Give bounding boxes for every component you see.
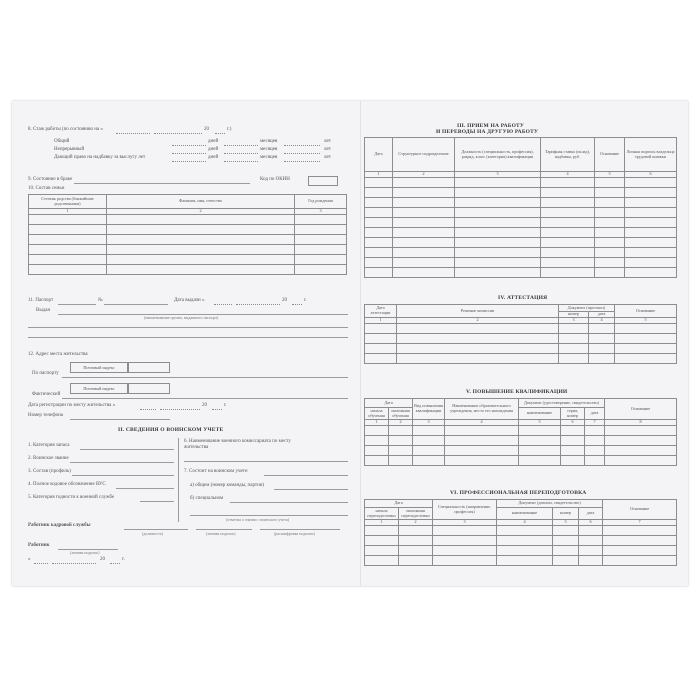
attestation-sub-number: номер xyxy=(559,312,589,318)
passport-extra-line-1 xyxy=(28,327,348,328)
stazh-label: 8. Стаж работы (по состоянию на « xyxy=(28,127,103,132)
table-row[interactable] xyxy=(365,353,677,363)
qualification-header-date: Дата xyxy=(365,399,413,408)
hiring-header-rate: Тарифная ставка (оклад), надбавка, руб. xyxy=(541,138,595,172)
table-row[interactable] xyxy=(365,207,677,217)
unit-years-2: лет xyxy=(324,147,331,152)
personal-card-spread xyxy=(12,101,688,586)
passport-label: 11. Паспорт xyxy=(28,298,54,303)
table-row[interactable] xyxy=(365,535,677,545)
stazh-days-3 xyxy=(172,161,206,162)
retraining-title: VI. ПРОФЕССИОНАЛЬНАЯ ПЕРЕПОДГОТОВКА xyxy=(450,490,587,496)
attestation-col-num: 3 xyxy=(559,318,589,324)
retraining-col-num: 4 xyxy=(497,520,553,526)
qualification-table xyxy=(364,398,677,466)
passport-year-line xyxy=(292,304,302,305)
qualification-col-num: 1 xyxy=(365,420,389,426)
passport-year-mark: 20 xyxy=(282,298,287,303)
table-row[interactable] xyxy=(365,177,677,187)
military-line-6 xyxy=(184,461,348,462)
table-row[interactable] xyxy=(29,244,347,254)
unit-days-1: дней xyxy=(208,139,219,144)
address-phone: Номер телефона xyxy=(28,413,63,418)
stazh-years-3 xyxy=(284,161,320,162)
retraining-table xyxy=(364,499,677,566)
qualification-sub-name: наименование xyxy=(519,408,561,420)
retraining-sub-start: начала переподготовки xyxy=(365,508,399,520)
retraining-header-document: Документ (диплом, свидетельство) xyxy=(497,500,603,508)
retraining-sub-date: дата xyxy=(579,508,603,520)
passport-no: № xyxy=(98,298,103,303)
table-row[interactable] xyxy=(365,445,677,455)
stazh-days-2 xyxy=(172,153,206,154)
attestation-col-num: 2 xyxy=(397,318,559,324)
worker-day-line xyxy=(34,563,48,564)
hr-name-line xyxy=(260,529,340,530)
unit-days-3: дней xyxy=(208,155,219,160)
military-line-5 xyxy=(140,501,174,502)
postcode-label-1: Почтовый индекс xyxy=(83,365,115,370)
attestation-sub-date: дата xyxy=(589,312,615,318)
marriage-label: 9. Состояние в браке xyxy=(28,177,73,182)
hiring-title-1: III. ПРИЕМ НА РАБОТУ xyxy=(457,123,525,129)
unit-years-3: лет xyxy=(324,155,331,160)
reg-year-end: г. xyxy=(224,403,227,408)
stazh-row-seniority: Дающий право на надбавку за выслугу лет xyxy=(54,155,146,160)
worker-year-line xyxy=(110,563,120,564)
hr-hint-name: (расшифровка подписи) xyxy=(274,531,315,536)
worker-label: Работник xyxy=(28,543,50,548)
unit-days-2: дней xyxy=(208,147,219,152)
stazh-row-total: Общий xyxy=(54,139,70,144)
postcode-box-1[interactable] xyxy=(70,362,128,373)
qualification-sub-start: начала обучения xyxy=(365,408,389,420)
qualification-header-document: Документ (удостоверение, свидетельство) xyxy=(519,399,605,408)
passport-day-line xyxy=(214,304,232,305)
qualification-col-num: 7 xyxy=(585,420,605,426)
table-row[interactable] xyxy=(365,455,677,465)
unit-years-1: лет xyxy=(324,139,331,144)
worker-month-line xyxy=(52,563,96,564)
stazh-month-line xyxy=(154,133,202,134)
military-item-7: 7. Состоит на воинском учете: xyxy=(184,469,249,474)
family-col-num: 2 xyxy=(107,209,295,215)
stazh-year-line xyxy=(215,133,225,134)
hiring-col-num: 1 xyxy=(365,172,393,178)
table-row[interactable] xyxy=(365,257,677,267)
retraining-col-num: 5 xyxy=(553,520,579,526)
retraining-col-num: 6 xyxy=(579,520,603,526)
hiring-header-basis: Основание xyxy=(595,138,625,172)
qualification-col-num: 4 xyxy=(445,420,519,426)
attestation-table xyxy=(364,304,677,364)
stazh-days-1 xyxy=(172,145,206,146)
family-col-num: 3 xyxy=(295,209,347,215)
stazh-row-continuous: Непрерывный xyxy=(54,147,85,152)
hr-hint-position: (должность) xyxy=(142,531,163,536)
passport-number-line xyxy=(104,304,168,305)
hiring-title-2: И ПЕРЕВОДЫ НА ДРУГУЮ РАБОТУ xyxy=(436,129,539,135)
attestation-header-document: Документ (протокол) xyxy=(559,305,615,312)
retraining-col-num: 1 xyxy=(365,520,399,526)
stazh-years-1 xyxy=(284,145,320,146)
military-item-7a: а) общем (номер команды, партии) xyxy=(190,483,265,488)
retraining-header-date: Дата xyxy=(365,500,433,508)
military-item-1: 1. Категория запаса xyxy=(28,443,70,448)
qualification-header-type: Вид повышения квалификации xyxy=(413,399,445,420)
hiring-col-num: 2 xyxy=(393,172,455,178)
stazh-months-1 xyxy=(224,145,258,146)
hiring-col-num: 6 xyxy=(625,172,677,178)
worker-date: « xyxy=(28,557,31,562)
military-mark-line xyxy=(190,515,348,516)
hiring-col-num: 5 xyxy=(595,172,625,178)
hr-hint-signature: (личная подпись) xyxy=(206,531,236,536)
address-actual-line xyxy=(62,398,348,399)
table-row[interactable] xyxy=(365,545,677,555)
passport-extra-line-2 xyxy=(28,337,348,338)
military-item-3: 3. Состав (профиль) xyxy=(28,469,71,474)
table-row[interactable] xyxy=(365,333,677,343)
qualification-sub-date: дата xyxy=(585,408,605,420)
unit-months-2: месяцев xyxy=(260,147,278,152)
table-row[interactable] xyxy=(365,227,677,237)
marriage-line xyxy=(74,183,250,184)
family-header-year: Год рождения xyxy=(295,195,347,209)
attestation-col-num: 1 xyxy=(365,318,397,324)
reg-year-line xyxy=(212,409,222,410)
unit-months-3: месяцев xyxy=(260,155,278,160)
retraining-sub-name: наименование xyxy=(497,508,553,520)
military-item-4: 4. Полное кодовое обозначение ВУС xyxy=(28,482,106,487)
table-row[interactable] xyxy=(365,187,677,197)
hiring-table xyxy=(364,137,677,278)
phone-line xyxy=(70,419,170,420)
worker-year-end: г. xyxy=(122,557,125,562)
stazh-months-2 xyxy=(224,153,258,154)
passport-series-line xyxy=(58,304,96,305)
military-item-7b: б) специальном xyxy=(190,496,224,501)
military-line-2 xyxy=(70,462,174,463)
hiring-header-signature: Личная подпись владельца трудовой книжки xyxy=(625,138,677,172)
retraining-col-num: 7 xyxy=(603,520,677,526)
table-row[interactable] xyxy=(365,323,677,333)
passport-date: Дата выдачи « xyxy=(174,298,205,303)
retraining-header-basis: Основание xyxy=(603,500,677,520)
worker-sig-hint: (личная подпись) xyxy=(70,550,100,555)
qualification-col-num: 2 xyxy=(389,420,413,426)
stazh-day-line xyxy=(116,133,150,134)
passport-hint: (наименование органа, выдавшего паспорт) xyxy=(144,315,219,320)
table-row[interactable] xyxy=(29,214,347,224)
qualification-header-institution: Наименование образовательного учреждения, место его нахождения xyxy=(445,399,519,420)
family-col-num: 1 xyxy=(29,209,107,215)
passport-year-end: г. xyxy=(304,298,307,303)
okin-box[interactable] xyxy=(308,176,338,186)
qualification-header-basis: Основание xyxy=(605,399,677,420)
reg-year-mark: 20 xyxy=(202,403,207,408)
table-row[interactable] xyxy=(365,197,677,207)
military-line-7 xyxy=(264,475,348,476)
qualification-title: V. ПОВЫШЕНИЕ КВАЛИФИКАЦИИ xyxy=(466,389,568,395)
reg-day-line xyxy=(140,409,156,410)
military-item-6: 6. Наименование военного комиссариата по месту жительства xyxy=(184,439,291,450)
retraining-sub-number: номер xyxy=(553,508,579,520)
hr-signature-line xyxy=(196,529,252,530)
worker-year-mark: 20 xyxy=(100,557,105,562)
family-header-name: Фамилия, имя, отчество xyxy=(107,195,295,209)
qualification-col-num: 8 xyxy=(605,420,677,426)
unit-months-1: месяцев xyxy=(260,139,278,144)
page-fold xyxy=(360,101,361,586)
attestation-header-date: Дата аттестации xyxy=(365,305,397,318)
table-row[interactable] xyxy=(365,555,677,565)
reg-month-line xyxy=(160,409,200,410)
table-row[interactable] xyxy=(365,425,677,435)
table-row[interactable] xyxy=(29,264,347,274)
address-passport-line xyxy=(62,377,348,378)
attestation-title: IV. АТТЕСТАЦИЯ xyxy=(498,295,548,301)
qualification-col-num: 5 xyxy=(519,420,561,426)
military-mark-hint: (отметка о снятии с воинского учета) xyxy=(226,517,290,522)
stazh-months-3 xyxy=(224,161,258,162)
passport-month-line xyxy=(236,304,280,305)
address-actual: Фактический xyxy=(32,392,61,397)
stazh-year-mark: 20 xyxy=(204,127,209,132)
hiring-col-num: 3 xyxy=(455,172,541,178)
table-row[interactable] xyxy=(365,247,677,257)
table-row[interactable] xyxy=(365,237,677,247)
table-row[interactable] xyxy=(365,343,677,353)
table-row[interactable] xyxy=(29,224,347,234)
passport-issued: Выдан xyxy=(36,308,51,313)
military-line-4 xyxy=(116,488,174,489)
qualification-sub-end: окончания обучения xyxy=(389,408,413,420)
table-row[interactable] xyxy=(365,525,677,535)
military-line-3 xyxy=(72,475,174,476)
table-row[interactable] xyxy=(365,267,677,277)
table-row[interactable] xyxy=(29,254,347,264)
retraining-col-num: 2 xyxy=(399,520,433,526)
military-line-7b xyxy=(230,502,348,503)
postcode-input-2[interactable] xyxy=(128,383,170,394)
military-item-5: 5. Категория годности к военной службе xyxy=(28,495,115,500)
table-row[interactable] xyxy=(365,217,677,227)
okin-label: Код по ОКИН xyxy=(260,177,290,182)
attestation-header-basis: Основание xyxy=(615,305,677,318)
hiring-header-position: Должность (специальность, профессия), разряд, класс (категория) квалификации xyxy=(455,138,541,172)
address-label: 12. Адрес места жительства xyxy=(28,352,88,357)
military-item-2: 2. Воинское звание xyxy=(28,456,69,461)
hiring-header-date: Дата xyxy=(365,138,393,172)
military-title: II. СВЕДЕНИЯ О ВОИНСКОМ УЧЕТЕ xyxy=(118,427,224,433)
retraining-header-specialty: Специальность (направление, профессия) xyxy=(433,500,497,520)
retraining-sub-end: окончания переподготовки xyxy=(399,508,433,520)
postcode-box-2[interactable] xyxy=(70,383,128,394)
attestation-col-num: 5 xyxy=(615,318,677,324)
address-reg-date: Дата регистрации по месту жительства « xyxy=(28,403,116,408)
stazh-years-2 xyxy=(284,153,320,154)
family-header-relation: Степень родства (ближайшие родственники) xyxy=(29,195,107,209)
hr-label: Работник кадровой службы xyxy=(28,523,91,528)
attestation-col-num: 4 xyxy=(589,318,615,324)
qualification-col-num: 6 xyxy=(561,420,585,426)
hiring-header-unit: Структурное подразделение xyxy=(393,138,455,172)
qualification-col-num: 3 xyxy=(413,420,445,426)
military-line-7a xyxy=(274,489,348,490)
military-divider xyxy=(178,438,179,522)
address-by-passport: По паспорту xyxy=(32,371,59,376)
family-label: 10. Состав семьи xyxy=(28,186,65,191)
retraining-col-num: 3 xyxy=(433,520,497,526)
table-row[interactable] xyxy=(365,435,677,445)
family-table xyxy=(28,194,347,275)
qualification-sub-series: серия, номер xyxy=(561,408,585,420)
stazh-year-end: г.) xyxy=(227,127,232,132)
postcode-label-2: Почтовый индекс xyxy=(83,386,115,391)
table-row[interactable] xyxy=(29,234,347,244)
attestation-header-decision: Решение комиссии xyxy=(397,305,559,318)
hiring-col-num: 4 xyxy=(541,172,595,178)
military-line-1 xyxy=(80,449,174,450)
postcode-input-1[interactable] xyxy=(128,362,170,373)
hr-position-line xyxy=(124,529,188,530)
